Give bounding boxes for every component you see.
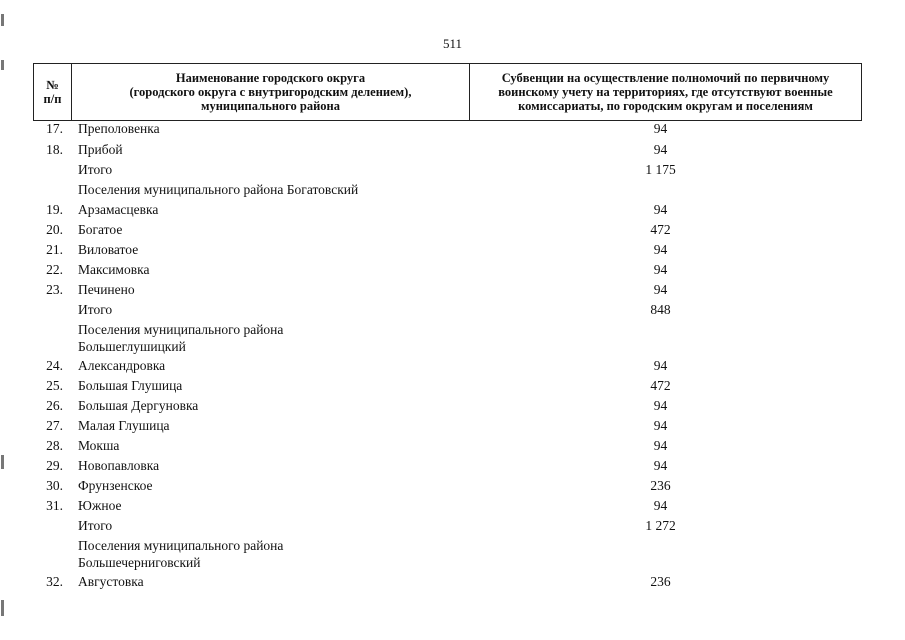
row-number: 32. — [46, 574, 63, 589]
row-name: Поселения муниципального района Большечерниговский — [78, 538, 284, 570]
row-name: Большая Глушица — [78, 378, 183, 393]
table-row — [33, 141, 862, 161]
table-row — [33, 573, 862, 593]
page-number: 511 — [442, 36, 463, 51]
row-name: Итого — [78, 518, 113, 533]
row-name: Александровка — [78, 358, 166, 373]
row-name: Поселения муниципального района Большеглушицкий — [78, 322, 284, 354]
row-number: 28. — [46, 438, 63, 453]
row-number: 25. — [46, 378, 63, 393]
row-name: Арзамасцевка — [78, 202, 159, 217]
row-name: Итого — [78, 162, 113, 177]
table-row — [33, 241, 862, 261]
row-value: 94 — [653, 282, 668, 297]
header-name-column: Наименование городского округа (городского округа с внутригородским делением), муниципального района — [72, 64, 470, 120]
row-name: Августовка — [78, 574, 144, 589]
row-number: 17. — [46, 121, 63, 136]
row-name: Мокша — [78, 438, 120, 453]
table-row — [33, 321, 862, 357]
table-row — [33, 457, 862, 477]
row-number: 24. — [46, 358, 63, 373]
row-value: 94 — [653, 398, 668, 413]
table-row — [33, 537, 862, 573]
row-value: 94 — [653, 242, 668, 257]
row-value: 94 — [653, 358, 668, 373]
row-number: 30. — [46, 478, 63, 493]
row-value: 94 — [653, 418, 668, 433]
row-value: 94 — [653, 262, 668, 277]
table-row — [33, 377, 862, 397]
row-number: 27. — [46, 418, 63, 433]
row-value: 94 — [653, 458, 668, 473]
row-value: 94 — [653, 202, 668, 217]
table-row — [33, 121, 862, 141]
row-number: 21. — [46, 242, 63, 257]
header-number-column: № п/п — [34, 64, 72, 120]
table-body — [33, 121, 862, 593]
table-row — [33, 281, 862, 301]
row-number: 23. — [46, 282, 63, 297]
table-row — [33, 417, 862, 437]
row-name: Итого — [78, 302, 113, 317]
table-row — [33, 397, 862, 417]
row-value: 1 175 — [645, 162, 676, 177]
table-row — [33, 517, 862, 537]
row-number: 31. — [46, 498, 63, 513]
row-number: 22. — [46, 262, 63, 277]
row-name: Новопавловка — [78, 458, 160, 473]
row-name: Малая Глушица — [78, 418, 170, 433]
row-number: 26. — [46, 398, 63, 413]
row-value: 94 — [653, 498, 668, 513]
row-number: 20. — [46, 222, 63, 237]
table-row — [33, 357, 862, 377]
table-row — [33, 221, 862, 241]
row-value: 94 — [653, 438, 668, 453]
row-value: 236 — [650, 574, 671, 589]
row-value: 94 — [653, 121, 668, 136]
row-name: Максимовка — [78, 262, 150, 277]
row-name: Преполовенка — [78, 121, 160, 136]
table-row — [33, 161, 862, 181]
row-name: Печинено — [78, 282, 135, 297]
scan-margin-marks — [0, 0, 6, 640]
row-number: 19. — [46, 202, 63, 217]
row-value: 472 — [650, 378, 671, 393]
table-header — [33, 63, 862, 121]
table-row — [33, 477, 862, 497]
row-number: 29. — [46, 458, 63, 473]
row-number: 18. — [46, 142, 63, 157]
row-name: Южное — [78, 498, 122, 513]
table-row — [33, 497, 862, 517]
row-value: 472 — [650, 222, 671, 237]
row-name: Богатое — [78, 222, 123, 237]
row-name: Виловатое — [78, 242, 139, 257]
row-value: 236 — [650, 478, 671, 493]
row-name: Поселения муниципального района Богатовский — [78, 182, 359, 197]
row-value: 1 272 — [645, 518, 676, 533]
row-name: Фрунзенское — [78, 478, 153, 493]
table-row — [33, 201, 862, 221]
table-row — [33, 437, 862, 457]
row-name: Большая Дергуновка — [78, 398, 199, 413]
header-value-column: Субвенции на осуществление полномочий по первичному воинскому учету на территориях, где отсутствуют военные комиссариаты, по городским округам и поселениям — [498, 71, 833, 113]
row-name: Прибой — [78, 142, 123, 157]
table-row — [33, 301, 862, 321]
row-value: 94 — [653, 142, 668, 157]
table-row — [33, 181, 862, 201]
table-row — [33, 261, 862, 281]
row-value: 848 — [650, 302, 671, 317]
